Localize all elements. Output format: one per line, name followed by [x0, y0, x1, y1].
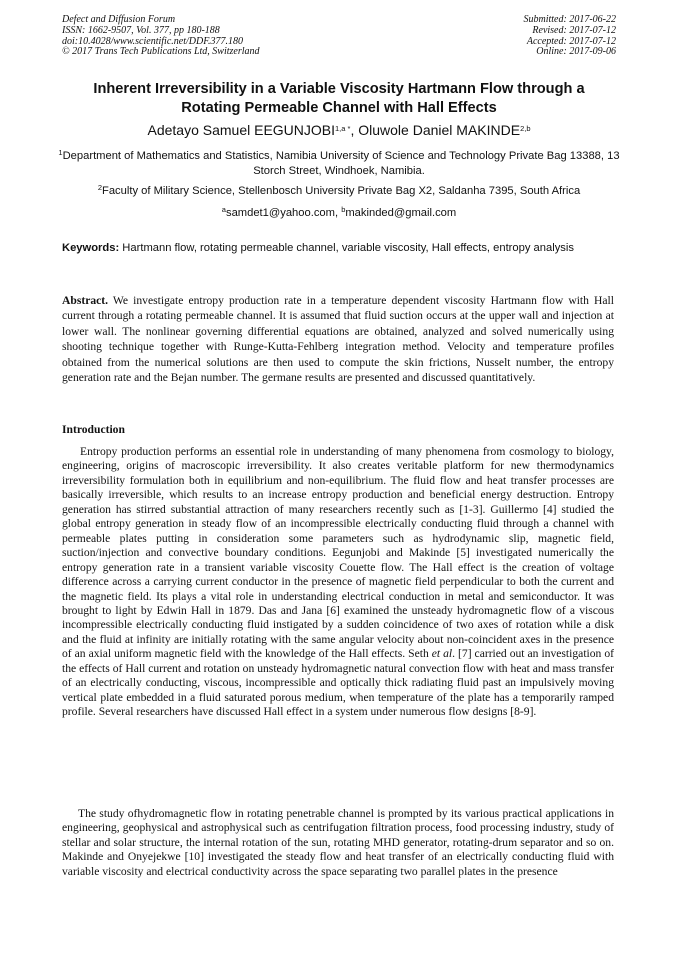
- author-separator: ,: [350, 122, 359, 138]
- affiliation-1: [55, 149, 623, 178]
- title-line-2: Rotating Permeable Channel with Hall Effects: [181, 100, 497, 116]
- paper-title: [50, 80, 628, 118]
- author-list: [40, 121, 638, 139]
- affiliation-2-number: 2: [97, 183, 102, 192]
- date-submitted: Submitted: 2017-06-22: [523, 14, 616, 25]
- journal-doi: doi:10.4028/www.scientific.net/DDF.377.180: [62, 35, 244, 47]
- contact-emails: [55, 206, 623, 220]
- date-online: Online: 2017-09-06: [536, 46, 616, 58]
- affiliation-1-text: Department of Mathematics and Statistics, Namibia University of Science and Technology Private Bag 13388, 13 Storch Street, Windhoek, Namibia.: [62, 150, 620, 177]
- author-1: Adetayo Samuel EEGUNJOBI: [147, 122, 336, 138]
- date-revised: Revised: 2017-07-12: [532, 24, 616, 36]
- affiliation-1-number: 1: [58, 148, 63, 157]
- keywords-text: Hartmann flow, rotating permeable channel, variable viscosity, Hall effects, entropy analysis: [119, 242, 574, 254]
- section-heading-introduction: Introduction: [62, 423, 125, 436]
- submission-dates: [524, 15, 617, 58]
- journal-issn: ISSN: 1662-9507, Vol. 377, pp 180-188: [62, 24, 220, 36]
- date-accepted: Accepted: 2017-07-12: [526, 35, 616, 47]
- author-1-affiliation-mark: 1,a *: [335, 124, 351, 133]
- title-line-1: Inherent Irreversibility in a Variable Viscosity Hartmann Flow through a: [93, 81, 585, 97]
- affiliation-2: [55, 184, 623, 199]
- journal-info: [62, 15, 260, 58]
- author-2: Oluwole Daniel MAKINDE: [358, 122, 521, 138]
- email-a[interactable]: samdet1@yahoo.com,: [225, 207, 342, 219]
- email-a-mark: a: [221, 205, 226, 214]
- introduction-paragraph-2: The study ofhydromagnetic flow in rotating penetrable channel is prompted by its various practical applications in engineering, geophysical and astrophysical such as centrifugation filtration process, food processing industry, study of stellar and solar structure, the internal rotation of the sun, rotating MHD generator, rotating-drum separator and so on. Makinde and Onyejekwe [10] investigated the steady flow and heat transfer of an electrically conducting fluid with variable viscosity and electrical conductivity across the space separating two parallel plates in the presence: [62, 807, 614, 878]
- journal-name: Defect and Diffusion Forum: [62, 14, 176, 25]
- email-b[interactable]: makinded@gmail.com: [345, 207, 457, 219]
- keywords: [62, 241, 614, 255]
- abstract-label: Abstract.: [62, 294, 109, 307]
- abstract-text: We investigate entropy production rate in a temperature dependent viscosity Hartmann flow with Hall current through a rotating permeable channel. It is assumed that fluid suction occurs at the upper wall and injection at lower wall. The nonlinear governing differential equations are obtained, analyzed and solved numerically using shooting technique together with Runge-Kutta-Fehlberg integration method. Velocity and temperature profiles obtained from the numerical solutions are then used to compute the skin frictions, Nusselt number, the entropy generation rate and the Bejan number. The germane results are presented and discussed quantitatively.: [62, 294, 614, 385]
- keywords-label: Keywords:: [62, 242, 120, 254]
- email-b-mark: b: [341, 205, 346, 214]
- paragraph-1-et-al: et al: [431, 647, 453, 661]
- introduction-paragraph-1: [62, 445, 614, 720]
- affiliation-2-text: Faculty of Military Science, Stellenbosch University Private Bag X2, Saldanha 7395, South Africa: [101, 185, 581, 197]
- author-2-affiliation-mark: 2,b: [520, 124, 531, 133]
- paragraph-1-text-b: . [7] carried out an investigation of the effects of Hall current and rotation on unsteady hydromagnetic natural convection flow with heat and mass transfer of an electrically conducting, viscous, incompressible and optically thick radiating fluid past an impulsively moving vertical plate embedded in a fluid saturated porous medium, when temperature of the plate has a temporarily ramped profile. Several researchers have discussed Hall effect in a system under numerous flow designs [8-9].: [62, 647, 615, 719]
- abstract: [62, 293, 614, 385]
- paragraph-1-text-a: Entropy production performs an essential role in understanding of many phenomena from cosmology to biology, engineering, origins of macroscopic irreversibility. It also creates veritable platform for new thermodynamics irreversibility formulation both in equilibrium and non-equilibrium. The fluid flow and heat transfer processes are basically irreversible, which results to an increase entropy production and beneficial energy destruction. Entropy generation has stirred substantial attraction of many researchers recently such as [1-3]. Guillermo [4] studied the global entropy generation in steady flow of an incompressible electrically conducting fluid through a channel with permeable plates putting in consideration some parameters such as hydrodynamic slip, magnetic field, suction/injection and convective boundary conditions. Eegunjobi and Makinde [5] investigated numerically the entropy generation rate in a transient variable viscosity Couette flow. The Hall effect is the creation of voltage difference across a carrying current conductor in the presence of magnetic field perpendicular to both the current and the magnetic field. Its plays a vital role in understanding electrical conduction in metal and semiconductor. It was brought to light by Edwin Hall in 1879. Das and Jana [6] examined the unsteady hydromagnetic flow of a viscous incompressible electrically conducting fluid instigated by a sudden coincidence of two axes of rotation while a disk and the fluid at infinity are initially rotating with the same angular velocity about non-coincident axes in the presence of an axial uniform magnetic field with the knowledge of the Hall effects. Seth: [62, 445, 614, 661]
- journal-copyright: © 2017 Trans Tech Publications Ltd, Switzerland: [62, 46, 260, 58]
